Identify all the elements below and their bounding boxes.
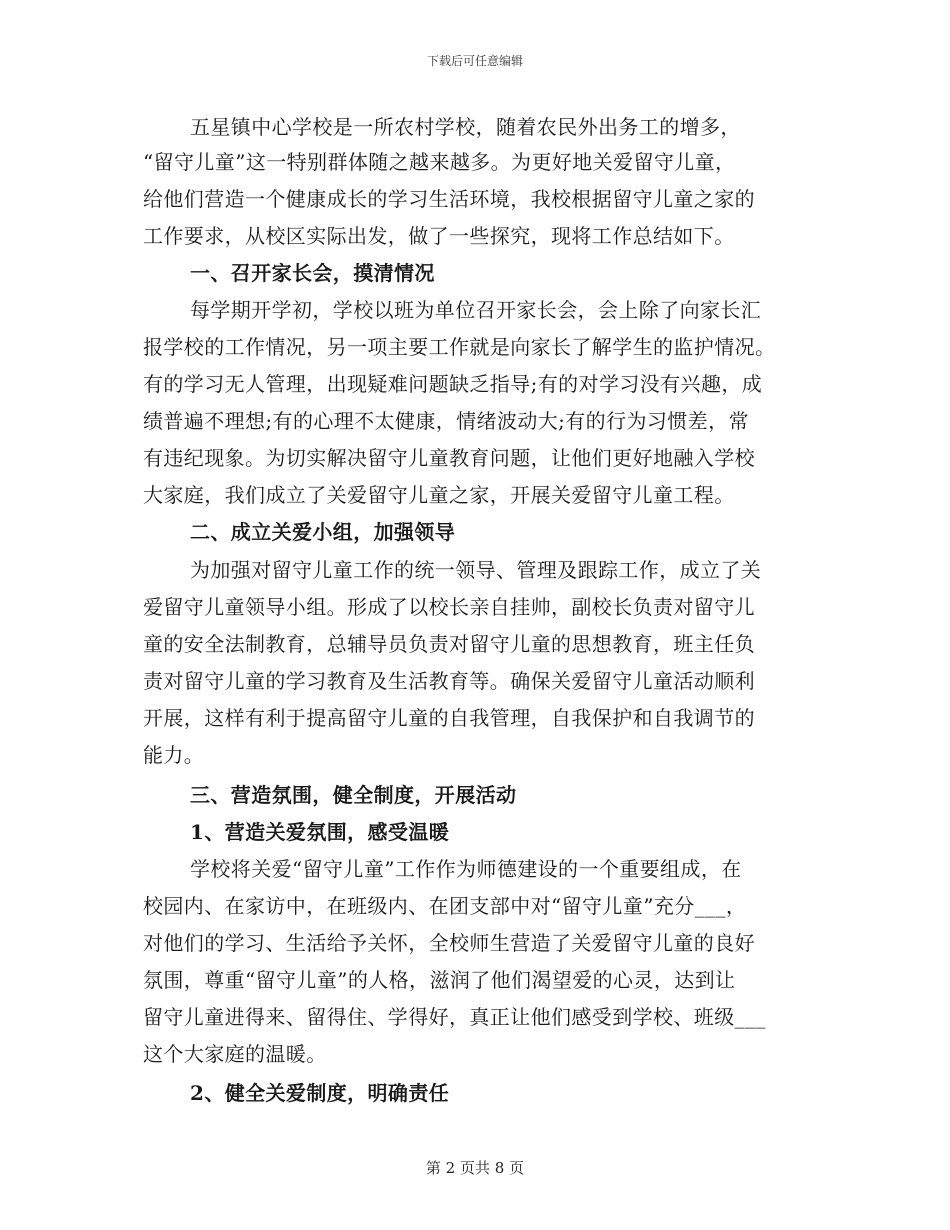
- paragraph-line: 对他们的学习、生活给予关怀，全校师生营造了关爱留守儿童的良好: [143, 931, 755, 955]
- paragraph-line: 开展，这样有利于提高留守儿童的自我管理，自我保护和自我调节的: [143, 706, 755, 730]
- paragraph-line: 有违纪现象。为切实解决留守儿童教育问题，让他们更好地融入学校: [143, 446, 755, 470]
- section-heading: 三、营造氛围，健全制度，开展活动: [190, 783, 517, 807]
- page-footer: 第 2 页共 8 页: [425, 1159, 525, 1177]
- paragraph-line: 氛围，尊重“留守儿童”的人格，滋润了他们渴望爱的心灵，达到让: [143, 968, 736, 992]
- paragraph-line: 留守儿童进得来、留得住、学得好，真正让他们感受到学校、班级___: [143, 1005, 766, 1029]
- paragraph-line: 责对留守儿童的学习教育及生活教育等。确保关爱留守儿童活动顺利: [143, 669, 755, 693]
- paragraph-line: “留守儿童”这一特别群体随之越来越多。为更好地关爱留守儿童，: [143, 150, 736, 174]
- paragraph-line: 大家庭，我们成立了关爱留守儿童之家，开展关爱留守儿童工程。: [143, 483, 735, 507]
- section-heading: 二、成立关爱小组，加强领导: [190, 520, 456, 544]
- subsection-heading: 1、营造关爱氛围，感受温暖: [190, 820, 450, 844]
- paragraph-line: 五星镇中心学校是一所农村学校，随着农民外出务工的增多，: [190, 115, 741, 139]
- section-heading: 一、召开家长会，摸清情况: [190, 261, 435, 285]
- paragraph-line: 童的安全法制教育，总辅导员负责对留守儿童的思想教育，班主任负: [143, 632, 755, 656]
- paragraph-line: 能力。: [143, 743, 205, 767]
- subsection-heading: 2、健全关爱制度，明确责任: [190, 1081, 450, 1105]
- paragraph-line: 这个大家庭的温暖。: [143, 1042, 327, 1066]
- paragraph-line: 报学校的工作情况，另一项主要工作就是向家长了解学生的监护情况。: [143, 335, 776, 359]
- paragraph-line: 工作要求，从校区实际出发，做了一些探究，现将工作总结如下。: [143, 224, 735, 248]
- paragraph-line: 有的学习无人管理，出现疑难问题缺乏指导;有的对学习没有兴趣，成: [143, 372, 763, 396]
- paragraph-line: 校园内、在家访中，在班级内、在团支部中对“留守儿童”充分___，: [143, 894, 747, 918]
- paragraph-line: 学校将关爱“留守儿童”工作作为师德建设的一个重要组成，在: [190, 857, 742, 881]
- paragraph-line: 爱留守儿童领导小组。形成了以校长亲自挂帅，副校长负责对留守儿: [143, 595, 755, 619]
- paragraph-line: 每学期开学初，学校以班为单位召开家长会，会上除了向家长汇: [190, 298, 762, 322]
- paragraph-line: 给他们营造一个健康成长的学习生活环境，我校根据留守儿童之家的: [143, 187, 755, 211]
- paragraph-line: 绩普遍不理想;有的心理不太健康，情绪波动大;有的行为习惯差，常: [143, 409, 749, 433]
- paragraph-line: 为加强对留守儿童工作的统一领导、管理及跟踪工作，成立了关: [190, 558, 762, 582]
- page-header: 下载后可任意编辑: [426, 54, 523, 68]
